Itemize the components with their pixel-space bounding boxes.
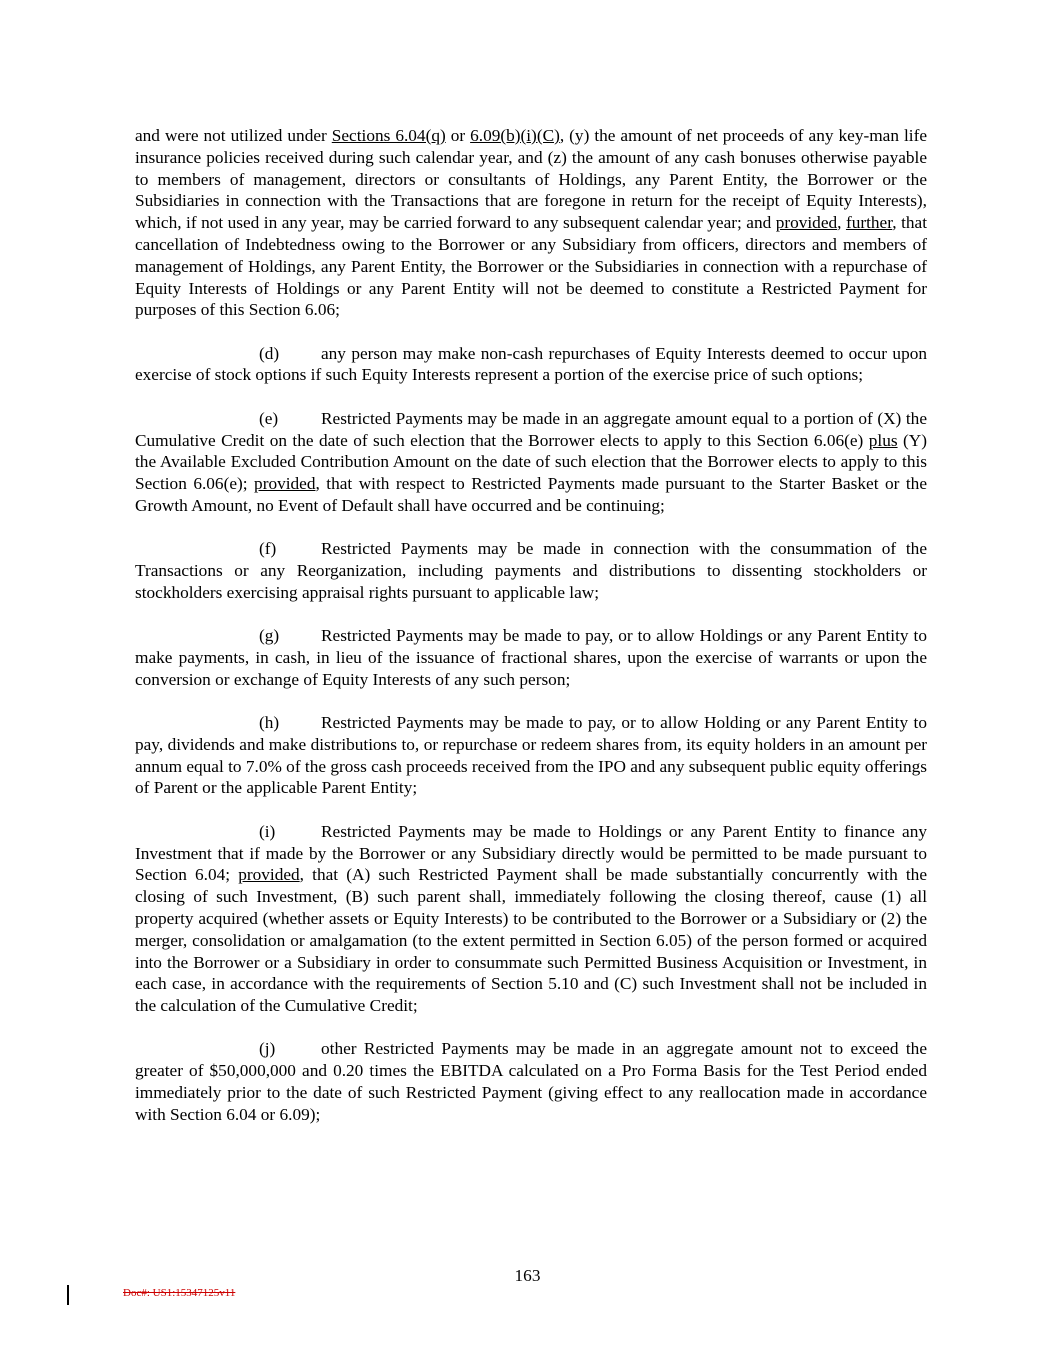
- text-run: , that with respect to Restricted Payments made pursuant to the Starter Basket or the Growth Amount, no Event of Default shall have occurred and be continuing;: [135, 474, 927, 515]
- clause-text-d: any person may make non-cash repurchases of Equity Interests deemed to occur upon exercise of stock options if such Equity Interests represent a portion of the exercise price of such options;: [135, 343, 927, 385]
- proviso-provided: provided: [775, 213, 838, 233]
- clause-label-g: (g): [259, 626, 280, 646]
- paragraph-j: [135, 1038, 927, 1125]
- text-run: , (y) the amount of net proceeds of any key-man life insurance policies received during such calendar year, and (z) the amount of any cash bonuses otherwise payable to members of management, directors or consultants of Holdings, any Parent Entity, the Borrower or the Subsidiaries in connection with the Transactions that are foregone in return for the receipt of Equity Interests), which, if not used in any year, may be carried forward to any subsequent calendar year; and: [135, 126, 927, 233]
- paragraph-e: [135, 408, 927, 517]
- text-run: , that (A) such Restricted Payment shall be made substantially concurrently with the closing of such Investment, (B) such parent shall, immediately following the closing thereof, cause (1) all property acquired (whether assets or Equity Interests) to be contributed to the Borrower or a Subsidiary or (2) the merger, consolidation or amalgamation (to the extent permitted in Section 6.05) of the person formed or acquired into the Borrower or a Subsidiary in order to consummate such Permitted Business Acquisition or Investment, in each case, in accordance with the requirements of Section 5.10 and (C) such Investment shall not be included in the calculation of the Cumulative Credit;: [135, 865, 927, 1016]
- clause-text-h: Restricted Payments may be made to pay, or to allow Holding or any Parent Entity to pay, dividends and make distributions to, or repurchase or redeem shares from, its equity holders in an amount per annum equal to 7.0% of the gross cash proceeds received from the IPO and any subsequent public equity offerings of Parent or the applicable Parent Entity;: [135, 713, 928, 798]
- clause-label-f: (f): [259, 539, 277, 559]
- text-run: Restricted Payments may be made in an aggregate amount equal to a portion of (X) the Cumulative Credit on the date of such election that the Borrower elects to apply to this Section 6.06(e): [135, 408, 927, 450]
- text-run: ,: [837, 213, 846, 233]
- proviso-further: further: [845, 213, 893, 233]
- paragraph-d: [135, 343, 927, 387]
- proviso-provided: provided: [238, 865, 300, 885]
- paragraph-c-continuation: [135, 125, 927, 321]
- document-body: [135, 125, 927, 1147]
- clause-label-d: (d): [259, 343, 280, 363]
- term-plus: plus: [868, 430, 898, 450]
- text-run: and were not utilized under: [135, 126, 332, 145]
- clause-label-e: (e): [259, 408, 279, 428]
- text-run: or: [445, 126, 471, 145]
- clause-text-j: other Restricted Payments may be made in an aggregate amount not to exceed the greater of $50,000,000 and 0.20 times the EBITDA calculated on a Pro Forma Basis for the Test Period ended immediately prior to the date of such Restricted Payment (giving effect to any reallocation made in accordance with Section 6.04 or 6.09);: [135, 1039, 927, 1124]
- text-run: (Y) the Available Excluded Contribution Amount on the date of such election that the Borrower elects to apply to this Section 6.06(e);: [135, 430, 927, 494]
- paragraph-h: [135, 712, 927, 799]
- text-run: Restricted Payments may be made to Holdings or any Parent Entity to finance any Investment that if made by the Borrower or any Subsidiary directly would be permitted to be made pursuant to Section 6.04;: [135, 821, 927, 885]
- clause-text-f: Restricted Payments may be made in connection with the consummation of the Transactions or any Reorganization, including payments and distributions to dissenting stockholders or stockholders exercising appraisal rights pursuant to applicable law;: [135, 539, 927, 602]
- cross-reference-sections-6-04q: Sections 6.04(q): [331, 126, 446, 145]
- clause-text-g: Restricted Payments may be made to pay, or to allow Holdings or any Parent Entity to make payments, in cash, in lieu of the issuance of fractional shares, upon the exercise of warrants or upon the conversion or exchange of Equity Interests of any such person;: [135, 626, 927, 689]
- clause-label-j: (j): [259, 1039, 276, 1059]
- paragraph-f: [135, 538, 927, 603]
- paragraph-i: [135, 821, 927, 1017]
- paragraph-g: [135, 625, 927, 690]
- cross-reference-6-09bic: 6.09(b)(i)(C): [470, 126, 560, 145]
- page-number: 163: [514, 1266, 541, 1285]
- document-id-deleted: Doc#: US1:15347125v11: [123, 1287, 236, 1299]
- clause-label-h: (h): [259, 713, 280, 733]
- text-run: , that cancellation of Indebtedness owing to the Borrower or any Subsidiary from officers, directors and members of management of Holdings, any Parent Entity, the Borrower or the Subsidiaries in connection with a repurchase of Equity Interests of Holdings or any Parent Entity will not be deemed to constitute a Restricted Payment for purposes of this Section 6.06;: [135, 213, 927, 320]
- revision-change-bar: [67, 1285, 69, 1305]
- proviso-provided: provided: [254, 474, 316, 494]
- clause-label-i: (i): [259, 821, 276, 841]
